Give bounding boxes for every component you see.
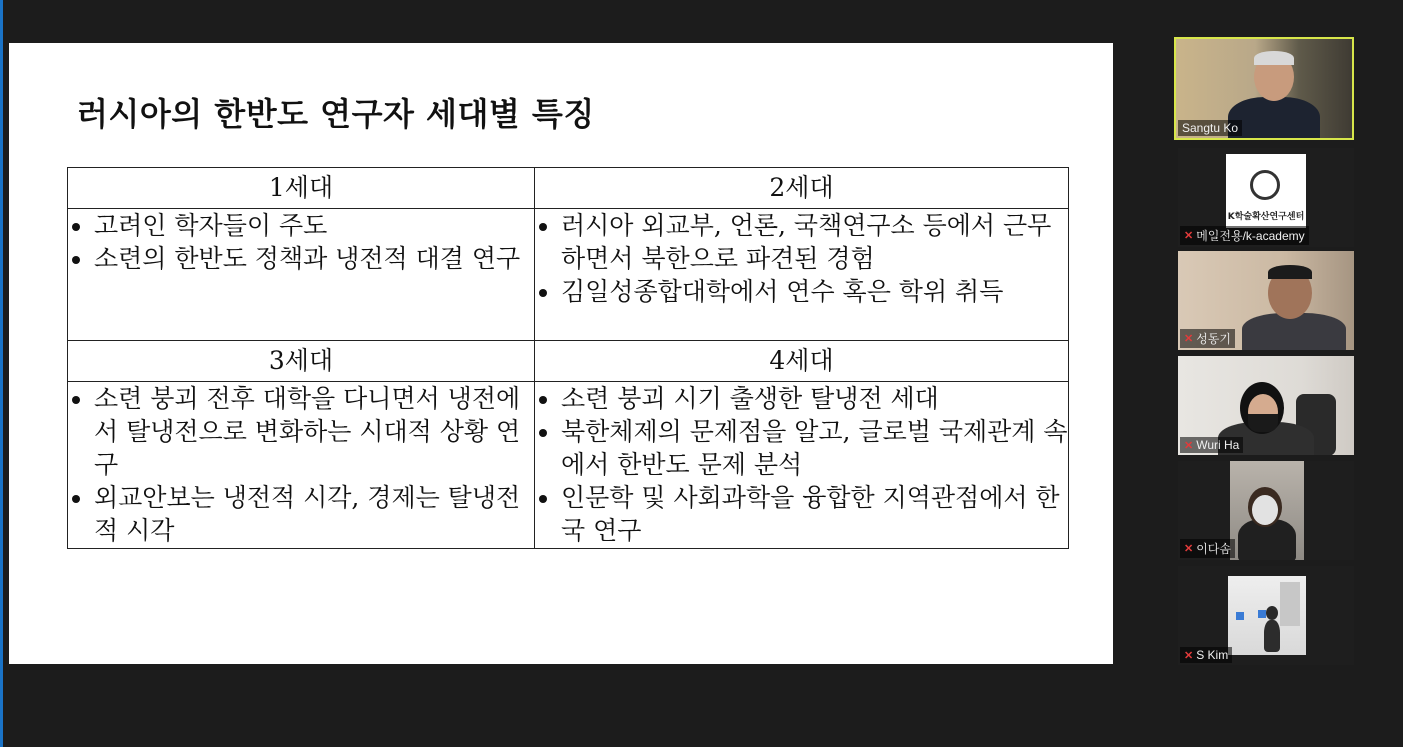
bullet: • 소련의 한반도 정책과 냉전적 대결 연구 (94, 242, 534, 275)
bullet: • 북한체제의 문제점을 알고, 글로벌 국제관계 속에서 한반도 문제 분석 (561, 415, 1068, 481)
participant-name: Sangtu Ko (1178, 120, 1242, 136)
cell-gen-4 (535, 382, 1069, 549)
participant-name: ✕ 메일전용/k-academy (1180, 226, 1309, 245)
header-gen-3: 3세대 (68, 341, 535, 382)
cell-gen-2 (535, 209, 1069, 341)
k-academy-logo: K학술확산연구센터 (1226, 154, 1306, 228)
participant-name: ✕ S Kim (1180, 647, 1232, 663)
participant-tile-wuri-ha[interactable] (1178, 356, 1354, 455)
participant-tile-seong-dong-gi[interactable] (1178, 251, 1354, 350)
muted-mic-icon: ✕ (1184, 333, 1194, 345)
shared-screen-slide (9, 43, 1113, 664)
bullet: • 러시아 외교부, 언론, 국책연구소 등에서 근무하면서 북한으로 파견된 경험 (561, 209, 1068, 275)
bullet: • 외교안보는 냉전적 시각, 경제는 탈냉전적 시각 (94, 481, 534, 547)
participant-tile-lee-da-som[interactable] (1178, 461, 1354, 560)
header-gen-1: 1세대 (68, 168, 535, 209)
participant-tile-k-academy[interactable] (1178, 148, 1354, 247)
header-gen-2: 2세대 (535, 168, 1069, 209)
bullet: • 인문학 및 사회과학을 융합한 지역관점에서 한국 연구 (561, 481, 1068, 547)
bullet: • 고려인 학자들이 주도 (94, 209, 534, 242)
muted-mic-icon: ✕ (1184, 543, 1194, 555)
slide-title: 러시아의 한반도 연구자 세대별 특징 (77, 95, 595, 133)
participant-name: ✕ 성동기 (1180, 329, 1235, 348)
participant-name: ✕ 이다솜 (1180, 539, 1235, 558)
bullet: • 김일성종합대학에서 연수 혹은 학위 취득 (561, 275, 1068, 308)
muted-mic-icon: ✕ (1184, 230, 1194, 242)
window-edge (0, 0, 3, 747)
muted-mic-icon: ✕ (1184, 439, 1194, 452)
generations-table (67, 167, 1069, 549)
bullet: • 소련 붕괴 시기 출생한 탈냉전 세대 (561, 382, 1068, 415)
participant-name: ✕ Wuri Ha (1180, 437, 1243, 453)
cell-gen-1 (68, 209, 535, 341)
header-gen-4: 4세대 (535, 341, 1069, 382)
participant-tile-sangtu-ko[interactable] (1174, 37, 1354, 140)
participant-tile-s-kim[interactable] (1178, 566, 1354, 665)
bullet: • 소련 붕괴 전후 대학을 다니면서 냉전에서 탈냉전으로 변화하는 시대적 상황 연구 (94, 382, 534, 481)
muted-mic-icon: ✕ (1184, 649, 1194, 662)
cell-gen-3 (68, 382, 535, 549)
